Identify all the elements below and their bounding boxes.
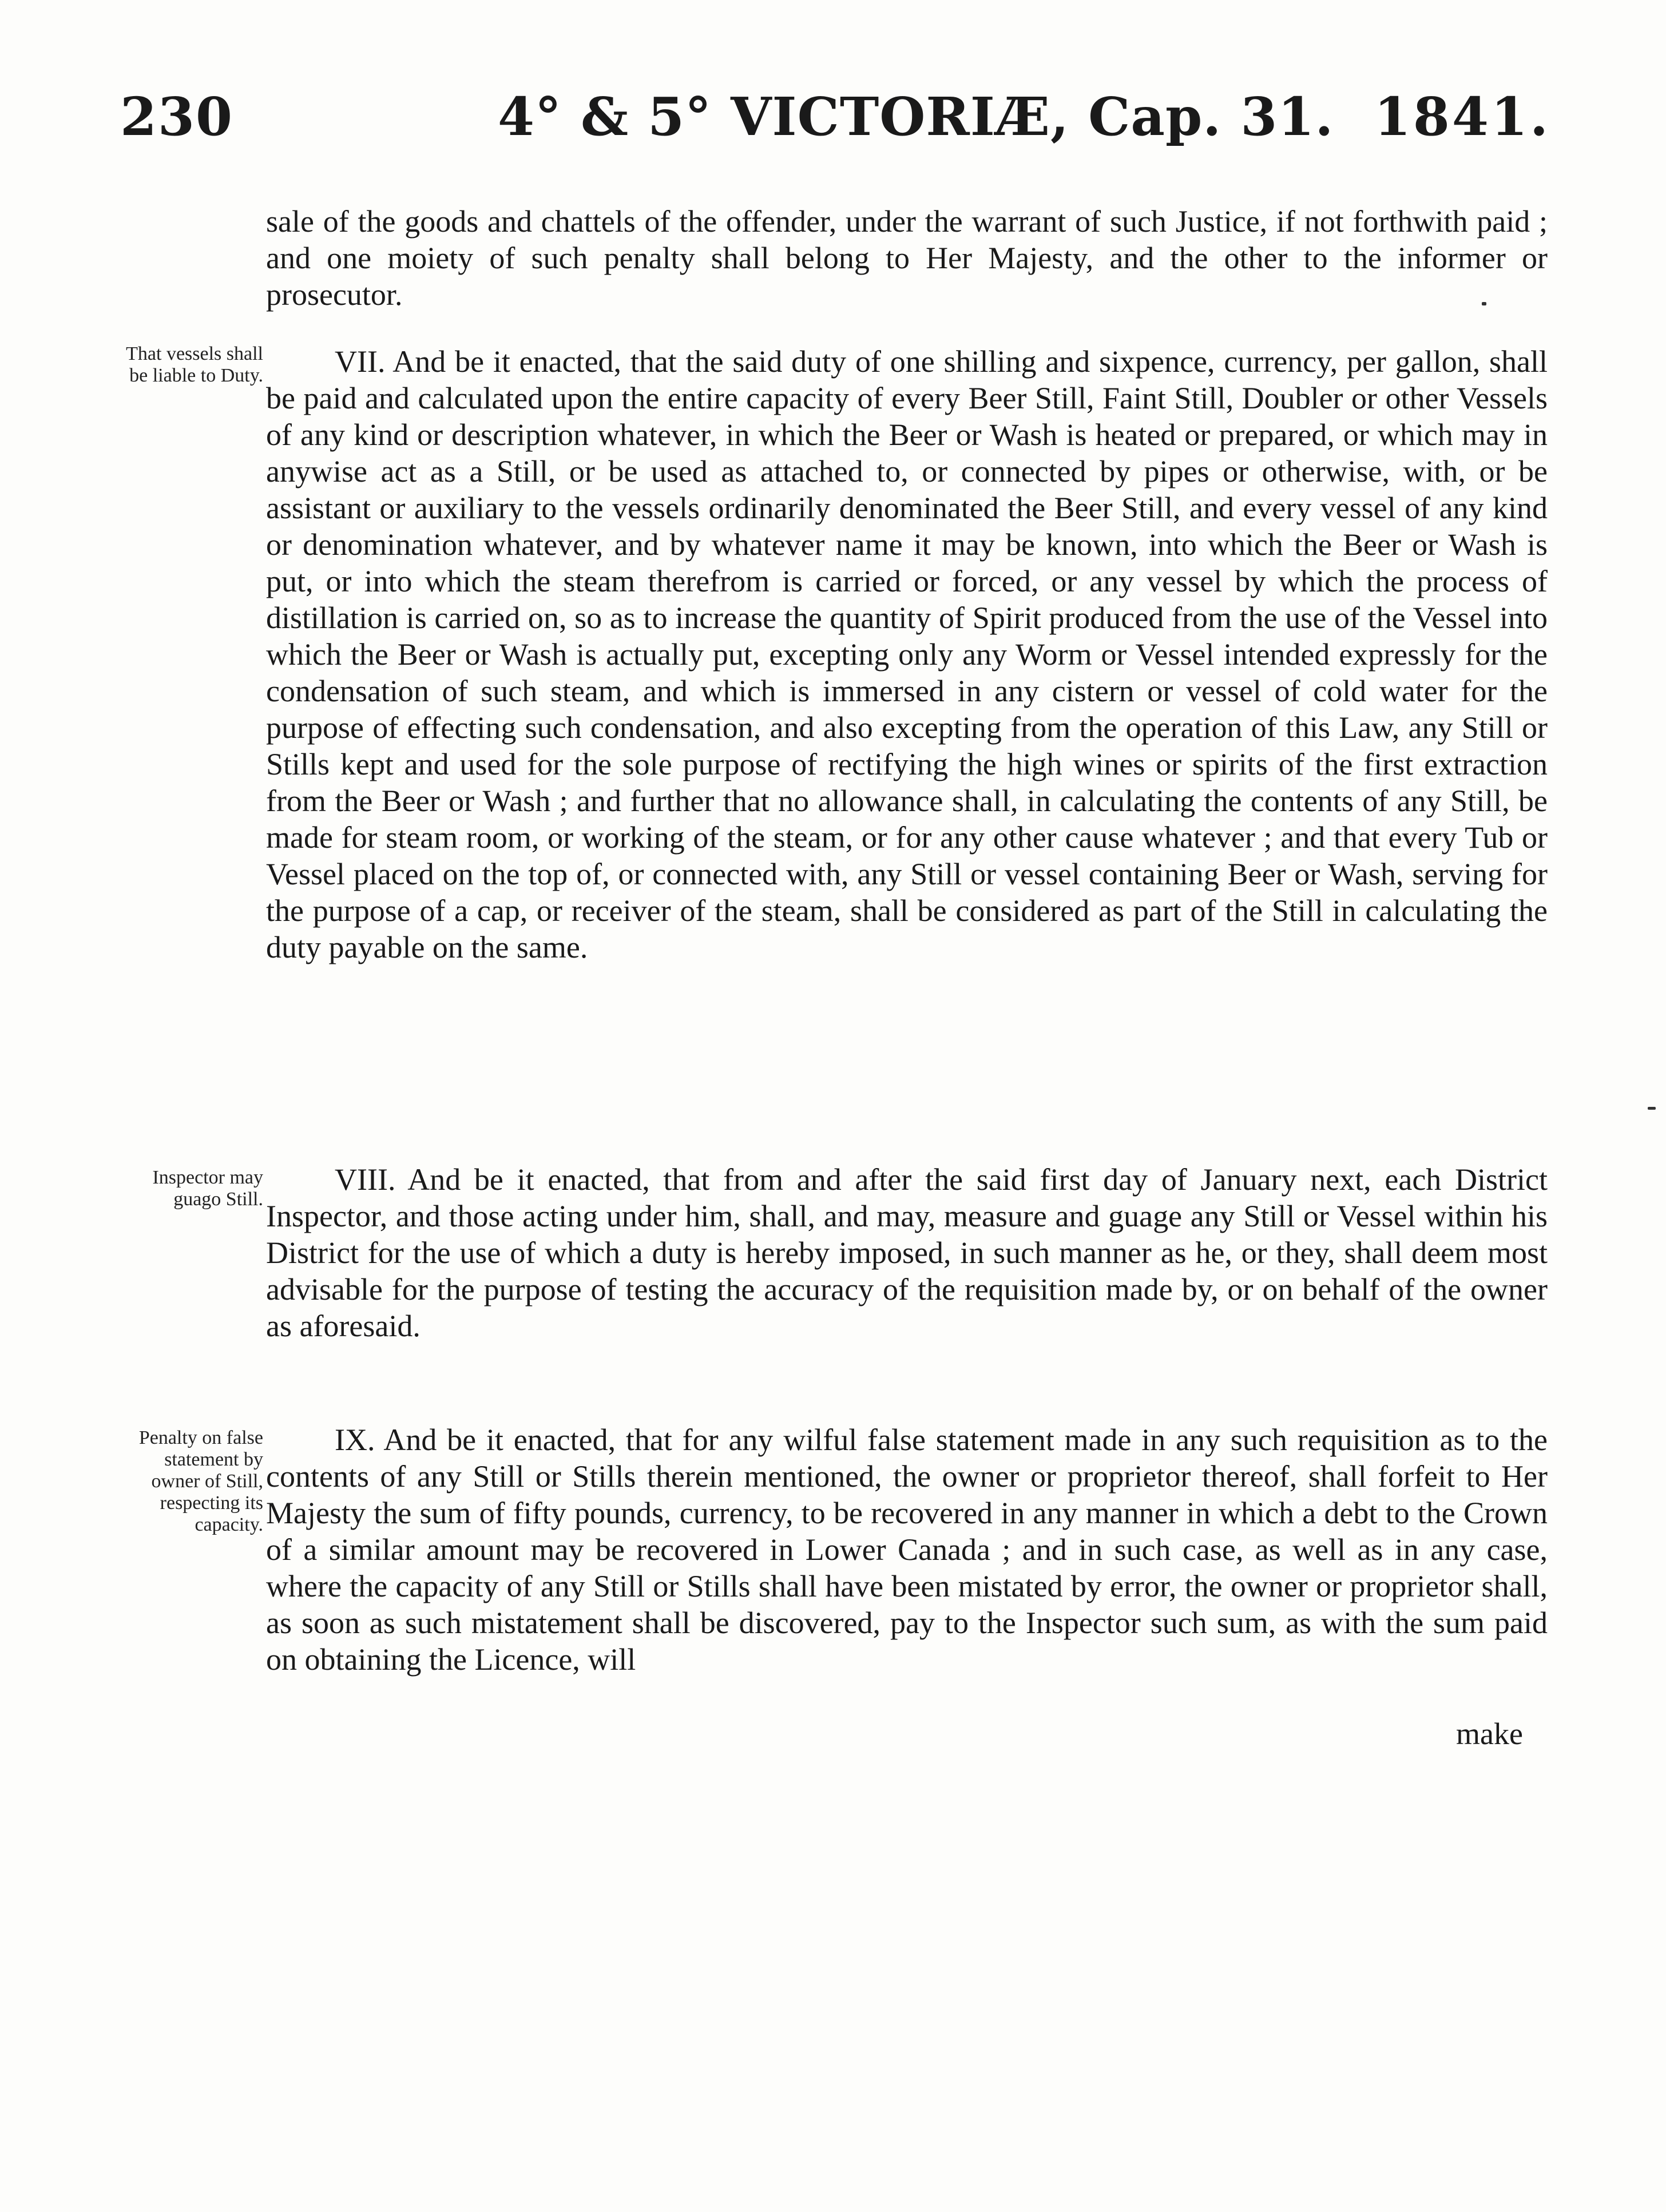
section-9-number: IX. bbox=[335, 1423, 375, 1457]
ink-mark bbox=[1648, 1107, 1656, 1110]
section-8-paragraph bbox=[266, 1161, 1548, 1344]
ink-speck bbox=[1482, 302, 1486, 305]
running-title: 4° & 5° VICTORIÆ, Cap. 31. bbox=[498, 86, 1334, 148]
section-9-paragraph bbox=[266, 1421, 1548, 1678]
section-7 bbox=[266, 343, 1548, 966]
section-8 bbox=[266, 1161, 1548, 1344]
margin-note-section-9: Penalty on false statement by owner of Still, respecting its capacity. bbox=[138, 1427, 263, 1535]
page-header bbox=[120, 86, 1550, 166]
section-9-text: And be it enacted, that for any wilful false statement made in any such requisition as to the contents of any Still or Stills therein mentioned, the owner or proprietor thereof, shall forfeit to Her Majesty the sum of fifty pounds, currency, to be recovered in any manner in which a debt to the Crown of a similar amount may be recovered in Lower Canada ; and in such case, as well as in any case, where the capacity of any Still or Stills shall have been mistated by error, the owner or proprietor shall, as soon as such mistatement shall be discovered, pay to the Inspector such sum, as with the sum paid on obtaining the Licence, will bbox=[266, 1423, 1548, 1677]
section-8-text: And be it enacted, that from and after the said first day of January next, each District Inspector, and those acting under him, shall, and may, measure and guage any Still or Vessel within his District for the use of which a duty is hereby imposed, in such manner as he, or they, shall deem most advisable for the purpose of testing the accuracy of the requisition made by, or on behalf of the owner as aforesaid. bbox=[266, 1162, 1548, 1343]
section-7-paragraph bbox=[266, 343, 1548, 966]
continuation-paragraph bbox=[266, 203, 1548, 313]
catchword: make bbox=[1456, 1717, 1523, 1751]
header-year: 1841. bbox=[1374, 86, 1550, 148]
margin-note-section-7: That vessels shall be liable to Duty. bbox=[126, 343, 263, 386]
continuation-text: sale of the goods and chattels of the offender, under the warrant of such Justice, if not forthwith paid ; and one moiety of such penalty shall belong to Her Majesty, and the other to the informer or prosecutor. bbox=[266, 204, 1548, 312]
section-7-text: And be it enacted, that the said duty of one shilling and sixpence, currency, per gallon, shall be paid and calculated upon the entire capacity of every Beer Still, Faint Still, Doubler or other Vessels of any kind or description whatever, in which the Beer or Wash is heated or prepared, or which may in anywise act as a Still, or be used as attached to, or connected by pipes or otherwise, with, or be assistant or auxiliary to the vessels ordinarily denominated the Beer Still, and every vessel of any kind or denomination whatever, and by whatever name it may be known, into which the Beer or Wash is put, or into which the steam therefrom is carried or forced, or any vessel by which the process of distillation is carried on, so as to increase the quantity of Spirit produced from the use of the Vessel into which the Beer or Wash is actually put, excepting only any Worm or Vessel intended expressly for the condensation of such steam, and which is immersed in any cistern or vessel of cold water for the purpose of effecting such condensation, and also excepting from the operation of this Law, any Still or Stills kept and used for the sole purpose of rectifying the high wines or spirits of the first extraction from the Beer or Wash ; and further that no allowance shall, in calculating the contents of any Still, be made for steam room, or working of the steam, or for any other cause whatever ; and that every Tub or Vessel placed on the top of, or connected with, any Still or vessel containing Beer or Wash, serving for the purpose of a cap, or receiver of the steam, shall be considered as part of the Still in calculating the duty payable on the same. bbox=[266, 344, 1548, 964]
page-number: 230 bbox=[120, 86, 234, 148]
margin-note-section-8: Inspector may guago Still. bbox=[152, 1167, 263, 1210]
section-9 bbox=[266, 1421, 1548, 1678]
section-7-number: VII. bbox=[335, 344, 386, 379]
section-8-number: VIII. bbox=[335, 1162, 396, 1197]
